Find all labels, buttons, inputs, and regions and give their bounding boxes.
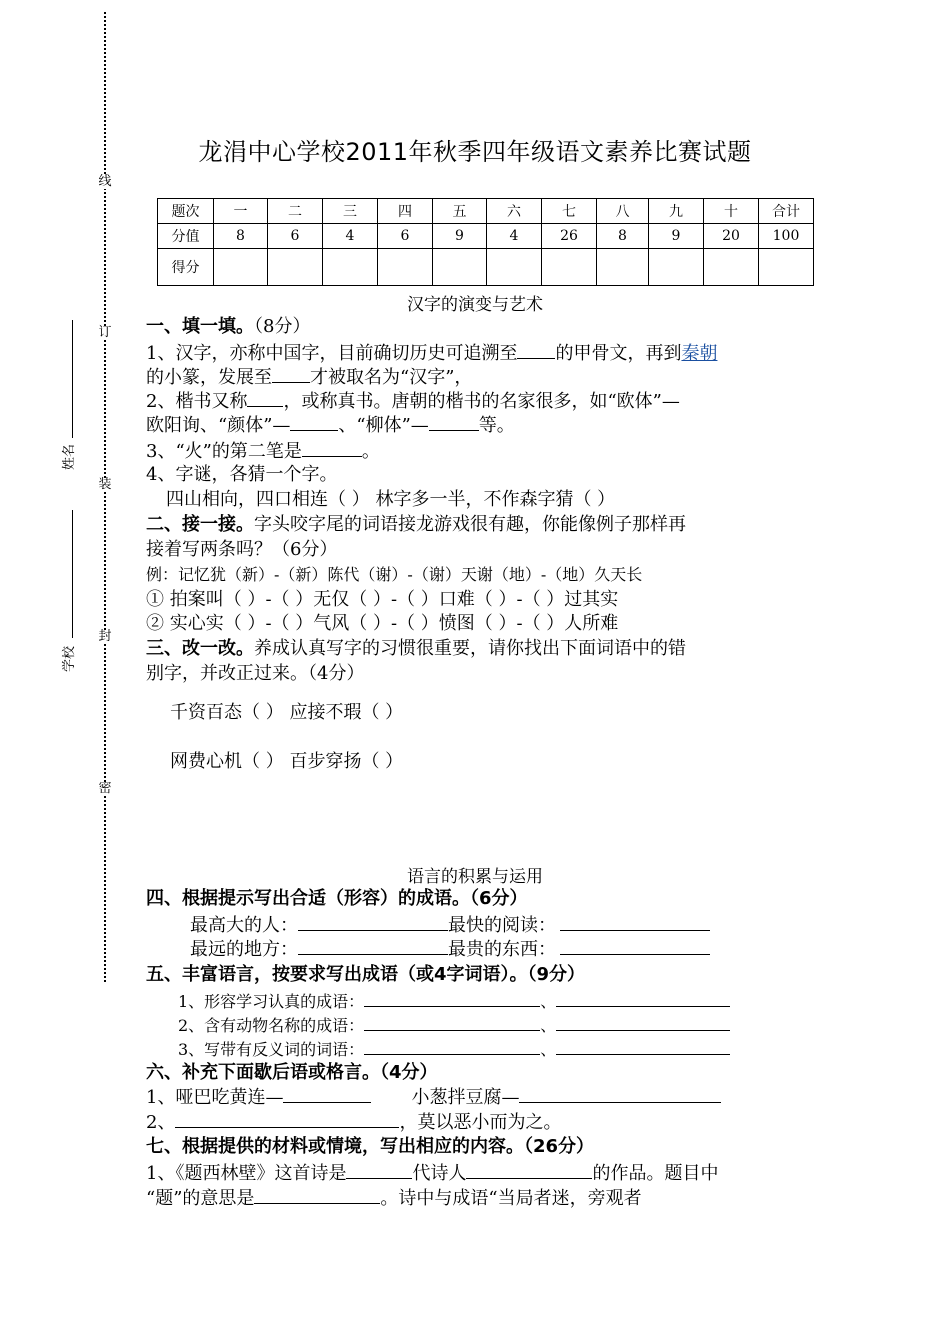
value-cell: 6 — [268, 224, 323, 249]
score-input-cell[interactable] — [759, 249, 814, 286]
q2-line2: 接着写两条吗？（6分） — [146, 539, 338, 560]
blank[interactable] — [346, 1160, 412, 1179]
q1-line4: 欧阳询、“颜体”— 、“柳体”— 等。 — [146, 412, 515, 438]
q5-heading: 五、丰富语言，按要求写出成语（或4字词语）。（9分） — [146, 964, 586, 985]
header-cell: 二 — [268, 199, 323, 224]
q2-item2: ② 实心实（ ）-（ ）气风（ ）-（ ）愤图（ ）-（ ）人所难 — [146, 613, 619, 634]
row-label: 题次 — [158, 199, 214, 224]
school-write-line[interactable] — [72, 510, 73, 638]
binding-word-zhuang: 装 — [98, 477, 112, 492]
value-cell: 20 — [704, 224, 759, 249]
blank[interactable] — [429, 412, 479, 431]
score-input-cell[interactable] — [378, 249, 433, 286]
value-cell: 100 — [759, 224, 814, 249]
blank[interactable] — [298, 912, 448, 931]
blank[interactable] — [302, 438, 362, 457]
q5-item2: 2、含有动物名称的成语： 、 — [178, 1012, 730, 1038]
row-label: 得分 — [158, 249, 214, 286]
q7-heading: 七、根据提供的材料或情境，写出相应的内容。（26分） — [146, 1136, 595, 1157]
q4-row1: 最高大的人： 最快的阅读： — [190, 912, 710, 938]
header-cell: 四 — [378, 199, 433, 224]
name-label: 姓名 — [62, 443, 77, 470]
q3-item2: 网费心机（ ） 百步穿扬（ ） — [170, 751, 404, 772]
blank[interactable] — [364, 1036, 540, 1055]
section-title-evolution: 汉字的演变与艺术 — [407, 295, 543, 315]
blank[interactable] — [556, 1036, 730, 1055]
score-input-cell[interactable] — [214, 249, 268, 286]
value-cell: 9 — [433, 224, 487, 249]
q6-line2: 2、 ，莫以恶小而为之。 — [146, 1109, 561, 1135]
name-write-line[interactable] — [72, 320, 73, 438]
blank[interactable] — [247, 388, 283, 407]
score-input-cell[interactable] — [704, 249, 759, 286]
q6-line1: 1、哑巴吃黄连— 小葱拌豆腐— — [146, 1084, 721, 1110]
blank[interactable] — [290, 412, 338, 431]
score-input-cell[interactable] — [649, 249, 704, 286]
q2-item1: ① 拍案叫（ ）-（ ）无仅（ ）-（ ）口难（ ）-（ ）过其实 — [146, 589, 619, 610]
blank[interactable] — [556, 988, 730, 1007]
value-cell: 26 — [542, 224, 597, 249]
value-cell: 6 — [378, 224, 433, 249]
blank[interactable] — [519, 1084, 721, 1103]
q6-heading: 六、补充下面歇后语或格言。（4分） — [146, 1062, 438, 1083]
school-label: 学校 — [62, 645, 77, 672]
header-cell: 一 — [214, 199, 268, 224]
row-label: 分值 — [158, 224, 214, 249]
q1-heading: 一、填一填。（8分） — [146, 316, 311, 337]
score-table-score-row — [158, 249, 814, 286]
header-cell: 十 — [704, 199, 759, 224]
score-input-cell[interactable] — [487, 249, 542, 286]
q1-line2: 的小篆，发展至 才被取名为“汉字”， — [146, 364, 472, 390]
q7-line1: 1、《题西林壁》这首诗是 代诗人 的作品。题目中 — [146, 1160, 718, 1186]
q1-line7: 四山相向，四口相连（ ） 林字多一半，不作森字猜（ ） — [166, 489, 616, 510]
header-cell: 合计 — [759, 199, 814, 224]
blank[interactable] — [466, 1160, 592, 1179]
score-input-cell[interactable] — [268, 249, 323, 286]
score-input-cell[interactable] — [323, 249, 378, 286]
value-cell: 9 — [649, 224, 704, 249]
blank[interactable] — [283, 1084, 371, 1103]
q3-item1: 千资百态（ ） 应接不瑕（ ） — [170, 702, 404, 723]
value-cell: 4 — [323, 224, 378, 249]
blank[interactable] — [517, 340, 555, 359]
score-input-cell[interactable] — [433, 249, 487, 286]
score-table-header-row — [158, 199, 814, 224]
q3-line2: 别字，并改正过来。（4分） — [146, 663, 365, 684]
score-input-cell[interactable] — [542, 249, 597, 286]
score-table-value-row — [158, 224, 814, 249]
q5-item3: 3、写带有反义词的词语： 、 — [178, 1036, 730, 1062]
value-cell: 4 — [487, 224, 542, 249]
header-cell: 五 — [433, 199, 487, 224]
header-cell: 七 — [542, 199, 597, 224]
binding-word-ding: 订 — [98, 325, 112, 340]
q4-row2: 最远的地方： 最贵的东西： — [190, 936, 710, 962]
blank[interactable] — [364, 1012, 540, 1031]
score-table — [157, 198, 814, 286]
qin-dynasty-link[interactable]: 秦朝 — [681, 343, 718, 364]
q7-line2: “题”的意思是 。诗中与成语“当局者迷，旁观者 — [146, 1185, 642, 1211]
score-input-cell[interactable] — [597, 249, 649, 286]
blank[interactable] — [364, 988, 540, 1007]
header-cell: 八 — [597, 199, 649, 224]
q1-line1: 1、汉字，亦称中国字，目前确切历史可追溯至 的甲骨文，再到秦朝 — [146, 340, 717, 366]
q1-line3: 2、楷书又称 ，或称真书。唐朝的楷书的名家很多，如“欧体”— — [146, 388, 680, 414]
q2-example: 例：记忆犹（新）-（新）陈代（谢）-（谢）天谢（地）-（地）久天长 — [146, 565, 643, 584]
value-cell: 8 — [597, 224, 649, 249]
header-cell: 三 — [323, 199, 378, 224]
binding-word-mi: 密 — [98, 781, 112, 796]
section-title-language: 语言的积累与运用 — [407, 867, 543, 887]
q1-line6: 4、字谜，各猜一个字。 — [146, 464, 338, 485]
blank[interactable] — [175, 1109, 399, 1128]
header-cell: 六 — [487, 199, 542, 224]
header-cell: 九 — [649, 199, 704, 224]
blank[interactable] — [254, 1185, 380, 1204]
blank[interactable] — [556, 1012, 730, 1031]
q5-item1: 1、形容学习认真的成语： 、 — [178, 988, 730, 1014]
blank[interactable] — [298, 936, 448, 955]
q4-heading: 四、根据提示写出合适（形容）的成语。（6分） — [146, 888, 528, 909]
q3-heading: 三、改一改。养成认真写字的习惯很重要，请你找出下面词语中的错 — [146, 638, 686, 659]
exam-title: 龙涓中心学校2011年秋季四年级语文素养比赛试题 — [198, 138, 752, 166]
blank[interactable] — [272, 364, 310, 383]
blank[interactable] — [560, 936, 710, 955]
blank[interactable] — [560, 912, 710, 931]
value-cell: 8 — [214, 224, 268, 249]
q2-heading: 二、接一接。字头咬字尾的词语接龙游戏很有趣，你能像例子那样再 — [146, 514, 686, 535]
binding-word-feng: 封 — [98, 629, 112, 644]
q1-line5: 3、“火”的第二笔是 。 — [146, 438, 380, 464]
binding-word-xian: 线 — [98, 174, 112, 189]
